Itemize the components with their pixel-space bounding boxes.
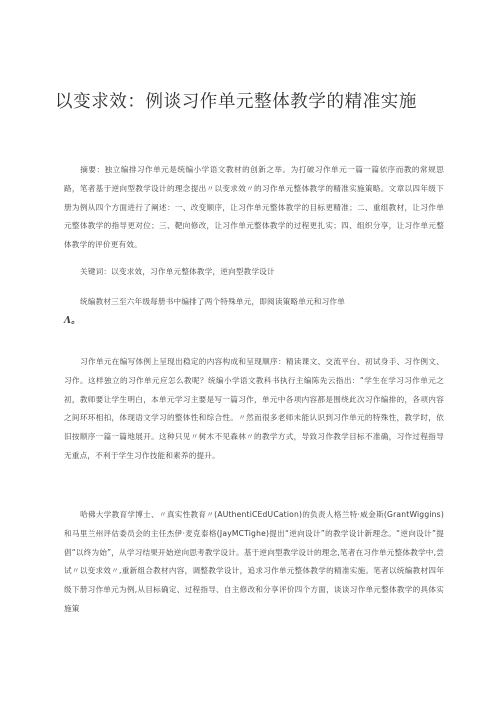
intro-tail-text: Λ。 <box>64 315 81 326</box>
keywords-text: 关键词：以变求效，习作单元整体教学，逆向型教学设计 <box>80 267 275 276</box>
body-1-text: 习作单元在编写体例上呈现出稳定的内容构成和呈现顺序：精读课文、交流平台、初试身手、习作例文、习作。这样独立的习作单元应怎么教呢？统编小学语文教科书执行主编陈先云指出：“学生在学习习作单元之初，教师要让学生明白，本单元学习主要是写一篇习作，单元中各项内容都是围绕此次习作编排的，各项内容之间环环相扣，体现语文学习的整体性和综合性。〃然而很多老师未能认识到习作单元的特殊性，教学时，依旧按顺序一篇一篇地展开。这种只见〃树木不见森林〃的教学方式，导致习作教学目标不准确，习作过程指导无重点，不利于学生习作技能和素养的提升。 <box>64 357 444 460</box>
abstract-paragraph <box>64 161 444 255</box>
intro-text: 统编教材三至六年级每册书中编排了两个特殊单元，即阅读策略单元和习作单 <box>80 297 345 306</box>
abstract-text: 摘要：独立编排习作单元是统编小学语文教材的创新之举。为打破习作单元一篇一篇依序而教的常规思路，笔者基于逆向型教学设计的理念提出〃以变求效〃的习作单元整体教学的精准实施策略。文章以四年级下册为例从四个方面进行了阐述：一、改变顺序，让习作单元整体教学的目标更精准；二、重组教材，让习作单元整体教学的指导更对位；三、靶向修改，让习作单元整体教学的过程更扎实；四、组织分享，让习作单元整体教学的评价更有效。 <box>64 165 444 250</box>
body-2-text: 哈佛大学教育学博士、〃真实性教育〃(AUthentiCEdUCation)的负责人格兰特·威金斯(GrantWiggins)和马里兰州评估委员会的主任杰伊·麦克泰格(JayMCTighe)提出“逆向设计”的教学设计新理念。“逆向设计”提倡“以终为始”，从学习结果开始逆向思考教学设计。基于逆向型教学设计的理念,笔者在习作单元整体教学中,尝试〃以变求效〃,重新组合教材内容，调整教学设计，追求习作单元整体教学的精准实施。笔者以统编教材四年级下册习作单元为例,从目标确定、过程指导、自主修改和分享评价四个方面，谈谈习作单元整体教学的具体实施策 <box>64 510 444 613</box>
body-paragraph-1 <box>64 353 444 466</box>
keywords-paragraph <box>64 263 444 282</box>
body-paragraph-2 <box>64 506 444 619</box>
intro-paragraph <box>64 293 444 331</box>
document-title: 以变求效：例谈习作单元整体教学的精准实施 <box>55 92 417 112</box>
